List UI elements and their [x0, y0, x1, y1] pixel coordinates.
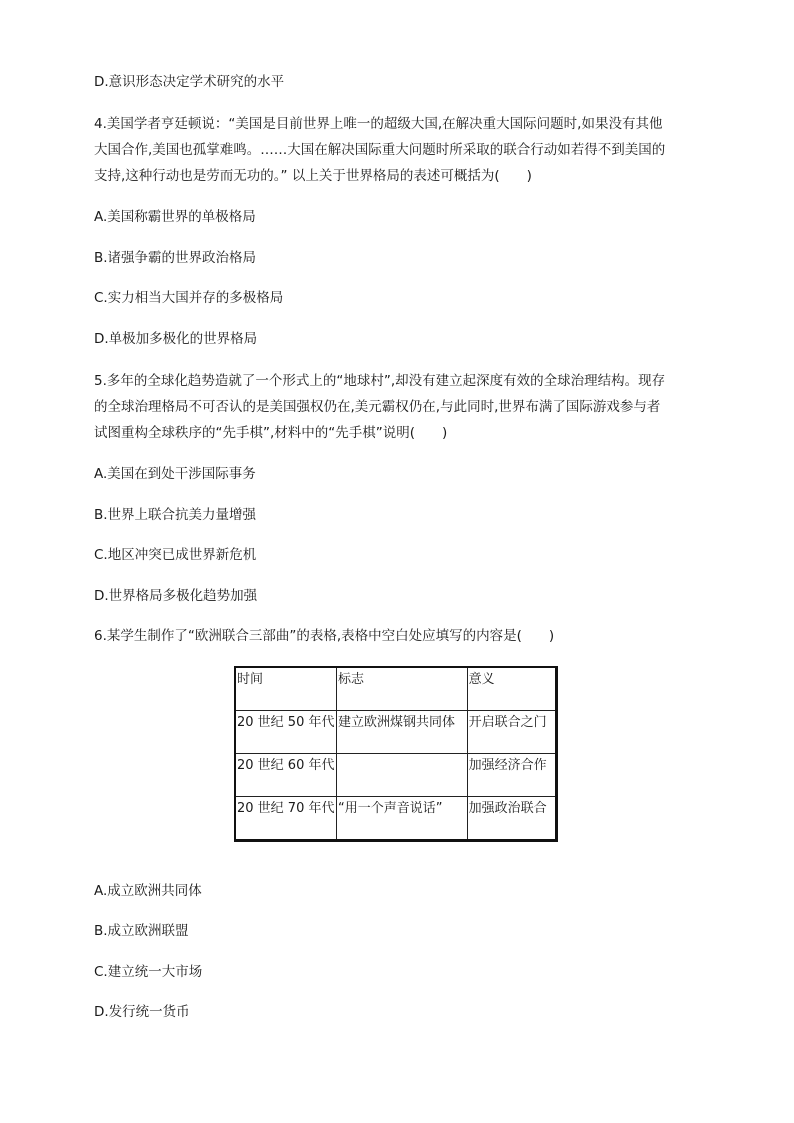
table-cell: 加强经济合作: [467, 754, 556, 797]
table-header-cell: 标志: [336, 667, 467, 711]
q5-stem-line: 5.多年的全球化趋势造就了一个形式上的“地球村”,却没有建立起深度有效的全球治理结构。现存: [94, 373, 666, 389]
q6-option-c: C.建立统一大市场: [94, 964, 203, 980]
q5-option-c: C.地区冲突已成世界新危机: [94, 547, 257, 563]
q4-stem-line: 支持,这种行动也是劳而无功的。” 以上关于世界格局的表述可概括为( ): [94, 168, 532, 184]
q4-stem-line: 4.美国学者亨廷顿说：“美国是目前世界上唯一的超级大国,在解决重大国际问题时,如果没有其他: [94, 116, 663, 132]
table-cell: 20 世纪 60 年代: [235, 754, 336, 797]
q4-option-a: A.美国称霸世界的单极格局: [94, 209, 256, 225]
q4-stem: [94, 111, 706, 189]
table-header-row: [235, 667, 557, 711]
q4-option-b: B.诸强争霸的世界政治格局: [94, 250, 257, 266]
q3-option-d: D.意识形态决定学术研究的水平: [94, 74, 285, 90]
q4-stem-line: 大国合作,美国也孤掌难鸣。……大国在解决国际重大问题时所采取的联合行动如若得不到美国的: [94, 142, 666, 158]
table-cell-blank: [336, 754, 467, 797]
q6-option-d: D.发行统一货币: [94, 1004, 190, 1020]
q5-stem-line: 试图重构全球秩序的“先手棋”,材料中的“先手棋”说明( ): [94, 425, 448, 441]
q6-option-b: B.成立欧洲联盟: [94, 923, 189, 939]
table-cell: “用一个声音说话”: [336, 797, 467, 841]
table-cell: 开启联合之门: [467, 711, 556, 754]
table-cell: 20 世纪 50 年代: [235, 711, 336, 754]
europe-integration-table: [234, 666, 558, 842]
table-row: [235, 797, 557, 841]
q5-option-b: B.世界上联合抗美力量增强: [94, 507, 257, 523]
q6-stem: 6.某学生制作了“欧洲联合三部曲”的表格,表格中空白处应填写的内容是( ): [94, 628, 555, 644]
table-cell: 20 世纪 70 年代: [235, 797, 336, 841]
q4-option-c: C.实力相当大国并存的多极格局: [94, 290, 284, 306]
q5-stem-line: 的全球治理格局不可否认的是美国强权仍在,美元霸权仍在,与此同时,世界布满了国际游戏参与者: [94, 399, 661, 415]
q5-option-a: A.美国在到处干涉国际事务: [94, 466, 256, 482]
q5-stem: [94, 368, 706, 446]
table-header-cell: 意义: [467, 667, 556, 711]
table-row: [235, 711, 557, 754]
table-header-cell: 时间: [235, 667, 336, 711]
q5-option-d: D.世界格局多极化趋势加强: [94, 588, 258, 604]
table-cell: 建立欧洲煤钢共同体: [336, 711, 467, 754]
table-cell: 加强政治联合: [467, 797, 556, 841]
q6-option-a: A.成立欧洲共同体: [94, 883, 202, 899]
q4-option-d: D.单极加多极化的世界格局: [94, 331, 258, 347]
table-row: [235, 754, 557, 797]
